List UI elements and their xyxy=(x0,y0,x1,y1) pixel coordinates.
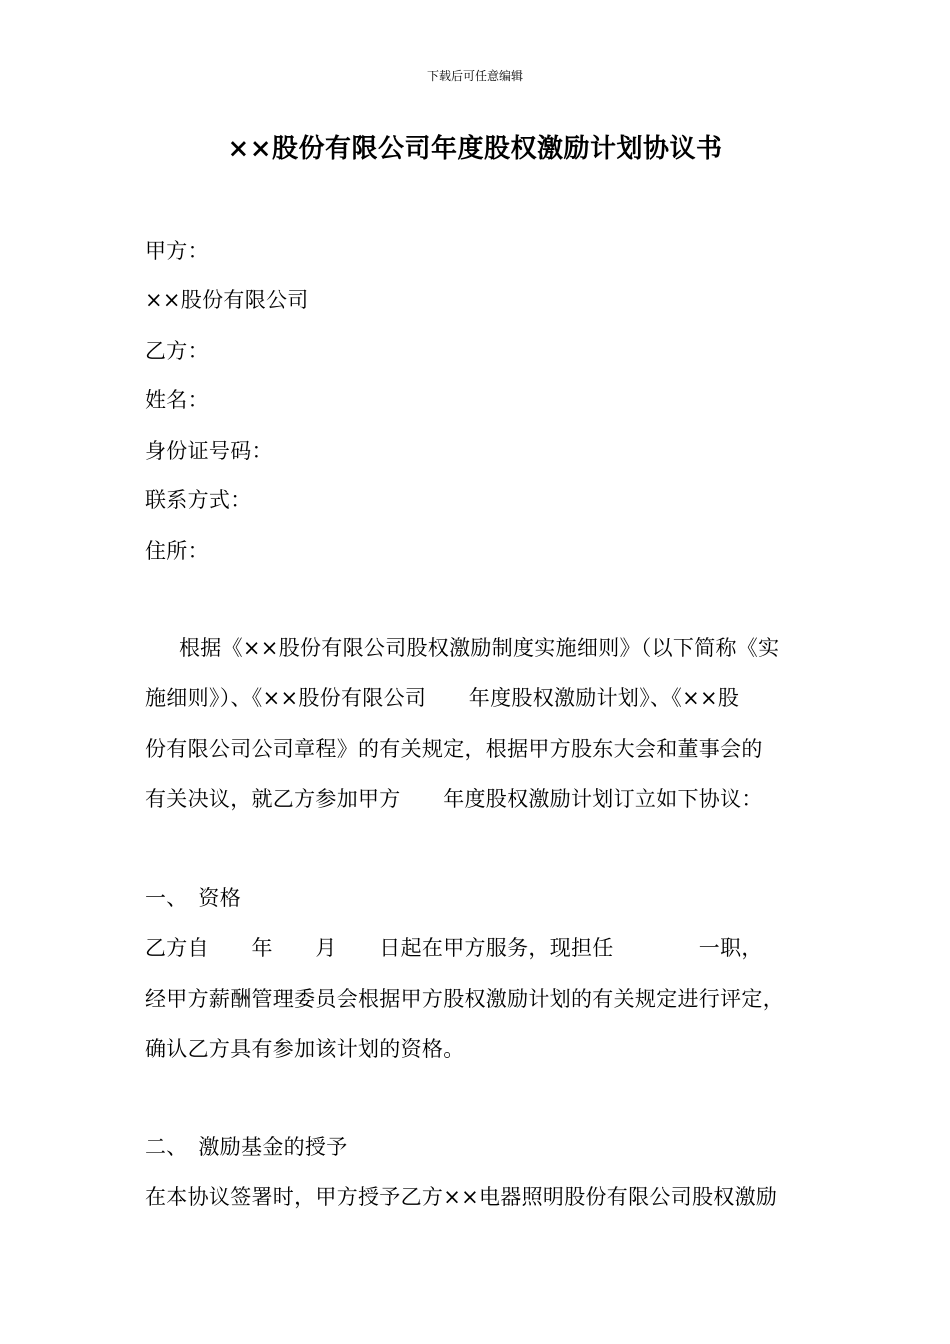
section-2-line: 在本协议签署时，甲方授予乙方××电器照明股份有限公司股权激励 xyxy=(145,1185,778,1209)
id-number-label: 身份证号码： xyxy=(145,439,273,463)
preamble-line: 施细则》）、《××股份有限公司 年度股权激励计划》、《××股 xyxy=(145,686,740,710)
section-1-line: 经甲方薪酬管理委员会根据甲方股权激励计划的有关规定进行评定， xyxy=(145,987,784,1011)
address-label: 住所： xyxy=(145,539,209,563)
section-2-heading: 二、 激励基金的授予 xyxy=(145,1135,348,1159)
document-title: ××股份有限公司年度股权激励计划协议书 xyxy=(227,134,723,164)
preamble-line: 份有限公司公司章程》的有关规定，根据甲方股东大会和董事会的 xyxy=(145,737,763,761)
party-b-label: 乙方： xyxy=(145,339,209,363)
header-note: 下载后可任意编辑 xyxy=(426,69,523,83)
section-1-line: 确认乙方具有参加该计划的资格。 xyxy=(145,1037,465,1061)
party-a-name: ××股份有限公司 xyxy=(145,288,309,312)
section-1-line: 乙方自 年 月 日起在甲方服务，现担任 一职， xyxy=(145,936,763,960)
contact-label: 联系方式： xyxy=(145,488,252,512)
preamble-line: 根据《××股份有限公司股权激励制度实施细则》（以下简称《实 xyxy=(179,636,780,660)
party-a-label: 甲方： xyxy=(145,239,209,263)
name-label: 姓名： xyxy=(145,388,209,412)
section-1-heading: 一、 资格 xyxy=(145,886,241,910)
preamble-line: 有关决议，就乙方参加甲方 年度股权激励计划订立如下协议： xyxy=(145,787,763,811)
